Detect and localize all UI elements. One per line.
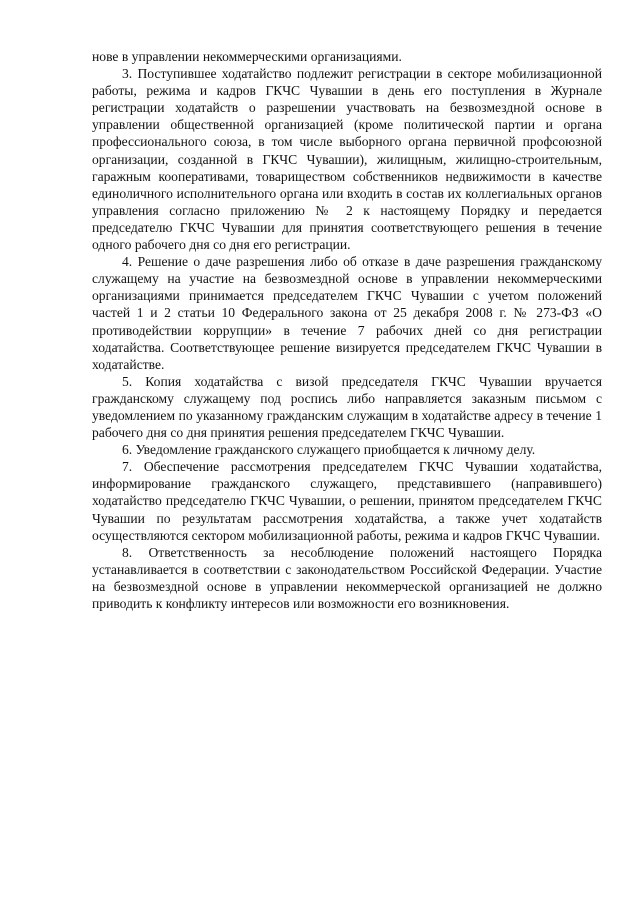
document-body: [92, 48, 602, 612]
paragraph-8: 8. Ответственность за несоблюдение положений настоящего Порядка устанавливается в соответствии с законодательством Российской Федерации. Участие на безвозмездной основе в управлении некоммерческой организацией не должно приводить к конфликту интересов или возможности его возникновения.: [92, 544, 602, 611]
paragraph-5: 5. Копия ходатайства с визой председателя ГКЧС Чувашии вручается гражданскому служащему под роспись либо направляется заказным письмом с уведомлением по указанному гражданским служащим в ходатайстве адресу в течение 1 рабочего дня со дня принятия решения председателем ГКЧС Чувашии.: [92, 373, 602, 441]
paragraph-3: 3. Поступившее ходатайство подлежит регистрации в секторе мобилизационной работы, режима и кадров ГКЧС Чувашии в день его поступления в Журнале регистрации ходатайств о разрешении участвовать на безвозмездной основе в управлении общественной организацией (кроме политической партии и органа профессионального союза, в том числе выборного органа первичной профсоюзной организации, созданной в ГКЧС Чувашии), жилищным, жилищно-строительным, гаражным кооперативами, товариществом собственников недвижимости в качестве единоличного исполнительного органа или входить в состав их коллегиальных органов управления согласно приложению № 2 к настоящему Порядку и передается председателю ГКЧС Чувашии для принятия соответствующего решения в течение одного рабочего дня со дня его регистрации.: [92, 66, 602, 253]
paragraph-continuation: нове в управлении некоммерческими организациями.: [92, 49, 402, 64]
paragraph-6: 6. Уведомление гражданского служащего приобщается к личному делу.: [122, 442, 536, 458]
paragraph-7: 7. Обеспечение рассмотрения председателем ГКЧС Чувашии ходатайства, информирование гражданского служащего, представившего (направившего) ходатайство председателю ГКЧС Чувашии, о решении, принятом председателем ГКЧС Чувашии по результатам рассмотрения ходатайства, а также учет ходатайств осуществляются сектором мобилизационной работы, режима и кадров ГКЧС Чувашии.: [92, 459, 602, 543]
paragraph-4: 4. Решение о даче разрешения либо об отказе в даче разрешения гражданскому служащему на участие на безвозмездной основе в управлении некоммерческими организациями принимается председателем ГКЧС Чувашии с учетом положений частей 1 и 2 статьи 10 Федерального закона от 25 декабря 2008 г. № 273-ФЗ «О противодействии коррупции» в течение 7 рабочих дней со дня регистрации ходатайства. Соответствующее решение визируется председателем ГКЧС Чувашии в ходатайстве.: [92, 254, 602, 372]
